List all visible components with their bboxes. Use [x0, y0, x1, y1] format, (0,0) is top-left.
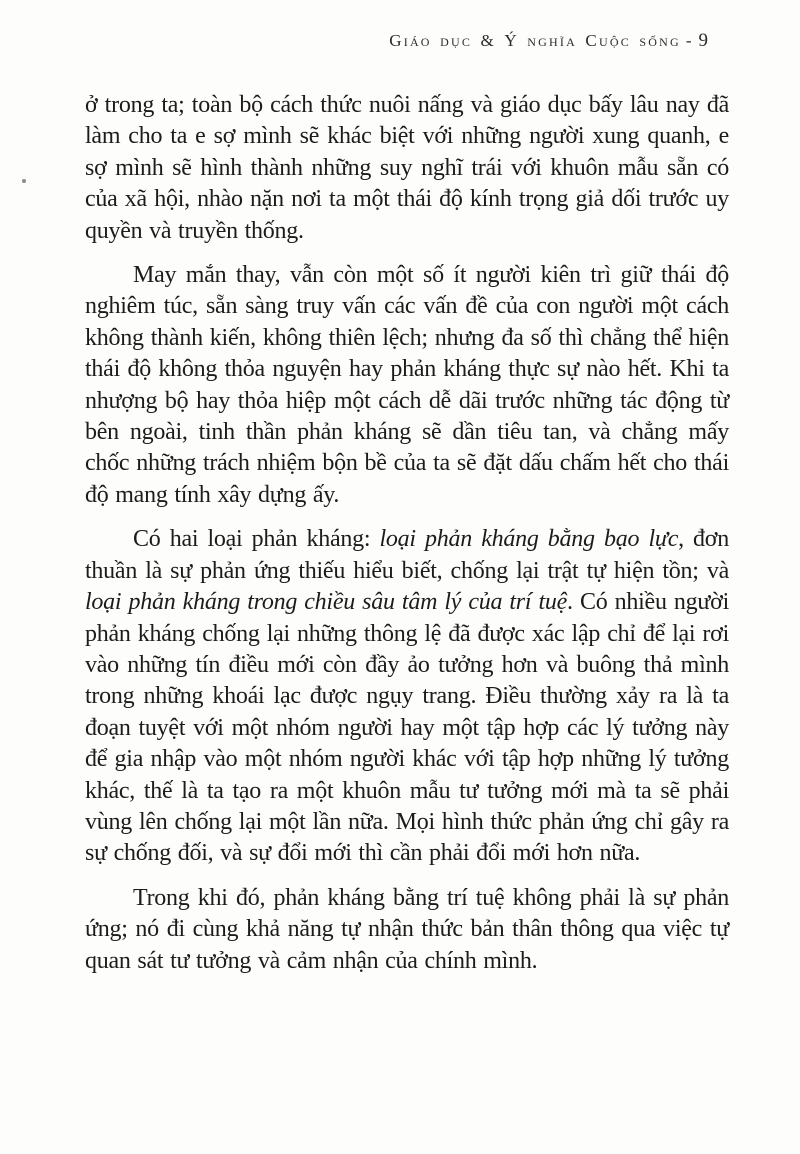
text-run: Trong khi đó, phản kháng bằng trí tuệ không phải là sự phản ứng; nó đi cùng khả năng tự nhận thức bản thân thông qua việc tự quan sát tư tưởng và cảm nhận của chính mình. — [85, 884, 729, 974]
text-run-italic: loại phản kháng bằng bạo lực — [379, 526, 679, 553]
page-body — [85, 90, 729, 990]
paragraph-3 — [85, 524, 729, 869]
paragraph-4 — [85, 883, 729, 977]
text-run: , đơn thuần là sự phản ứng thiếu hiểu biết, chống lại trật tự hiện tồn; và — [85, 526, 729, 584]
text-run: . Có nhiều người phản kháng chống lại những thông lệ đã được xác lập chỉ để lại rơi vào những tín điều mới còn đầy ảo tưởng hơn và buông thả mình trong những khoái lạc được ngụy trang. Điều thường xảy ra là ta đoạn tuyệt với một nhóm người hay một tập hợp các lý tưởng này để gia nhập vào một nhóm người khác với tập hợp những lý tưởng khác, thế là ta tạo ra một khuôn mẫu tư tưởng mới mà ta sẽ phải vùng lên chống lại một lần nữa. Mọi hình thức phản ứng chỉ gây ra sự chống đối, và sự đổi mới thì cần phải đổi mới hơn nữa. — [85, 589, 729, 867]
running-header — [85, 30, 708, 52]
paragraph-2 — [85, 260, 729, 511]
text-run: Có hai loại phản kháng: — [133, 526, 380, 553]
header-separator: - — [685, 31, 692, 50]
text-run: ở trong ta; toàn bộ cách thức nuôi nấng và giáo dục bấy lâu nay đã làm cho ta e sợ mình sẽ khác biệt với những người xung quanh, e sợ mình sẽ hình thành những suy nghĩ trái với khuôn mẫu sẵn có của xã hội, nhào nặn nơi ta một thái độ kính trọng giả dối trước uy quyền và truyền thống. — [85, 92, 729, 244]
running-title: Giáo dục & Ý nghĩa Cuộc sống — [389, 31, 681, 50]
page-number: 9 — [698, 30, 708, 51]
paragraph-1 — [85, 90, 729, 247]
text-run: May mắn thay, vẫn còn một số ít người kiên trì giữ thái độ nghiêm túc, sẵn sàng truy vấn các vấn đề của con người một cách không thành kiến, không thiên lệch; nhưng đa số thì chẳng thể hiện thái độ không thỏa nguyện hay phản kháng thực sự nào hết. Khi ta nhượng bộ hay thỏa hiệp một cách dễ dãi trước những tác động từ bên ngoài, tinh thần phản kháng sẽ dần tiêu tan, và chẳng mấy chốc những trách nhiệm bộn bề của ta sẽ đặt dấu chấm hết cho thái độ mang tính xây dựng ấy. — [85, 262, 729, 508]
text-run-italic: loại phản kháng trong chiều sâu tâm lý của trí tuệ — [85, 589, 568, 616]
scan-speck — [22, 179, 26, 183]
